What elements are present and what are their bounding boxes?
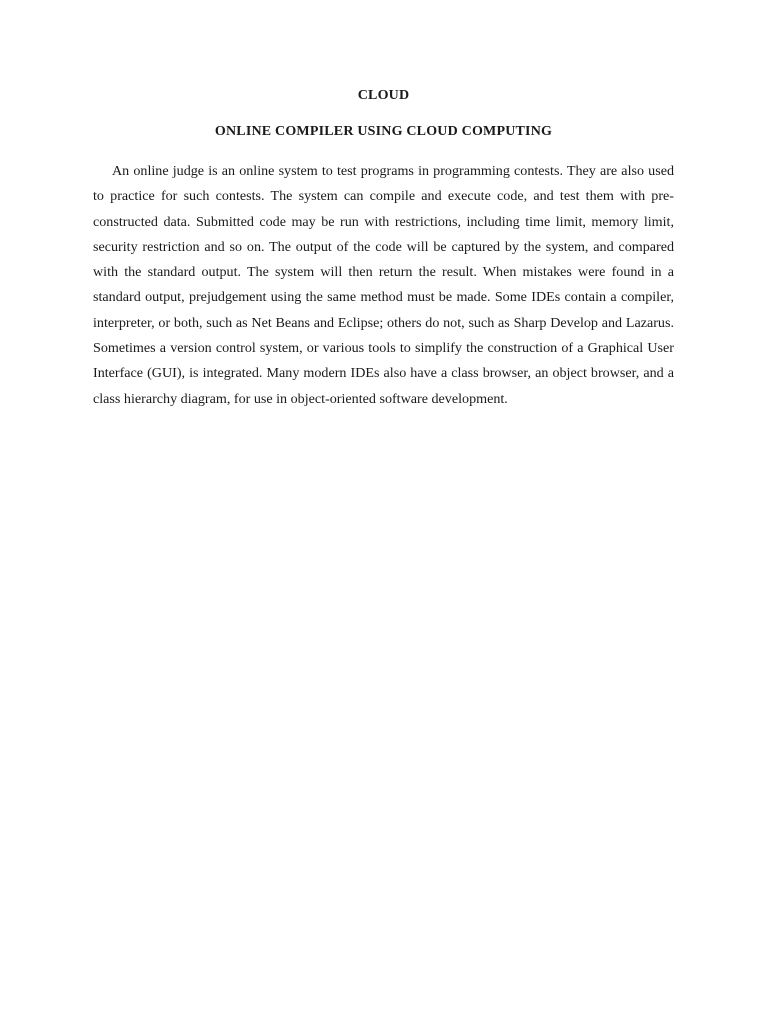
body-paragraph: An online judge is an online system to test programs in programming contests. They are also used to practice for such contests. The system can compile and execute code, and test them with pre-constructed data. Submitted code may be run with restrictions, including time limit, memory limit, security restriction and so on. The output of the code will be captured by the system, and compared with the standard output. The system will then return the result. When mistakes were found in a standard output, prejudgement using the same method must be made. Some IDEs contain a compiler, interpreter, or both, such as Net Beans and Eclipse; others do not, such as Sharp Develop and Lazarus. Sometimes a version control system, or various tools to simplify the construction of a Graphical User Interface (GUI), is integrated. Many modern IDEs also have a class browser, an object browser, and a class hierarchy diagram, for use in object-oriented software development. — [93, 163, 674, 407]
section-heading: ONLINE COMPILER USING CLOUD COMPUTING — [214, 124, 553, 139]
page-title: CLOUD — [357, 88, 410, 103]
